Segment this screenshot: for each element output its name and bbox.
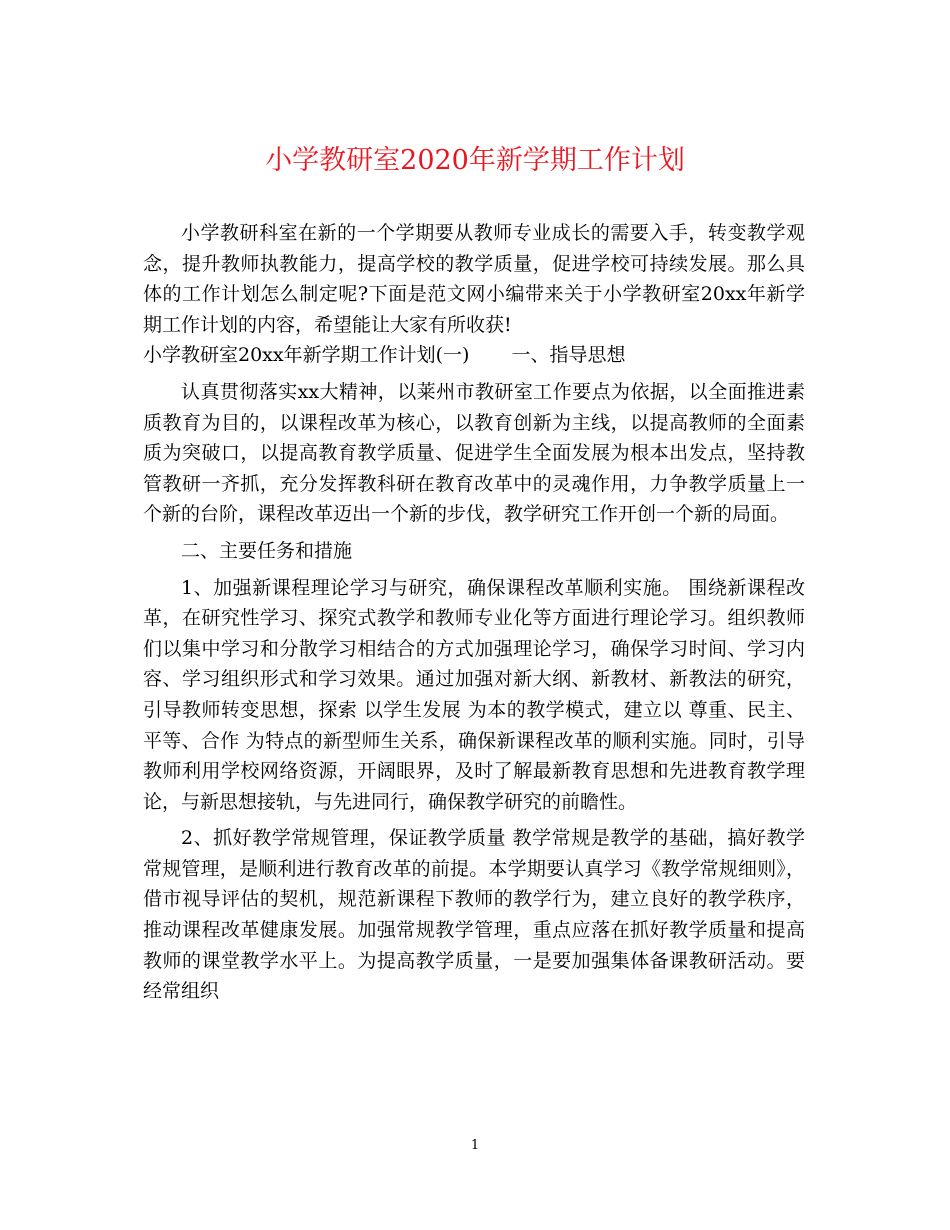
document-body <box>143 218 805 1007</box>
section2-heading: 二、主要任务和措施 <box>181 539 353 562</box>
section1-paragraph: 认真贯彻落实xx大精神，以莱州市教研室工作要点为依据，以全面推进素质教育为目的，以课程改革为核心，以教育创新为主线，以提高教师的全面素质为突破口，以提高教育教学质量、促进学生全面发展为根本出发点，坚持教管教研一齐抓，充分发挥教科研在教育改革中的灵魂作用，力争教学质量上一个新的台阶，课程改革迈出一个新的步伐，教学研究工作开创一个新的局面。 <box>143 380 805 526</box>
section1-heading: 一、指导思想 <box>511 344 626 367</box>
item1-paragraph: 1、加强新课程理论学习与研究，确保课程改革顺利实施。 围绕新课程改革，在研究性学习、探究式教学和教师专业化等方面进行理论学习。组织教师们以集中学习和分散学习相结合的方式加强理论学习，确保学习时间、学习内容、学习组织形式和学习效果。通过加强对新大纲、新教材、新教法的研究，引导教师转变思想，探索 以学生发展 为本的教学模式，建立以 尊重、民主、平等、合作 为特点的新型师生关系，确保新课程改革的顺利实施。同时，引导教师利用学校网络资源，开阔眼界，及时了解最新教育思想和先进教育教学理论，与新思想接轨，与先进同行，确保教学研究的前瞻性。 <box>143 576 805 813</box>
intro-paragraph: 小学教研科室在新的一个学期要从教师专业成长的需要入手，转变教学观念，提升教师执教能力，提高学校的教学质量，促进学校可持续发展。那么具体的工作计划怎么制定呢?下面是范文网小编带来关于小学教研室20xx年新学期工作计划的内容，希望能让大家有所收获! <box>143 222 805 336</box>
document-title: 小学教研室2020年新学期工作计划 <box>265 145 685 176</box>
item2-paragraph: 2、抓好教学常规管理，保证教学质量 教学常规是教学的基础，搞好教学常规管理，是顺利进行教育改革的前提。本学期要认真学习《教学常规细则》，借市视导评估的契机，规范新课程下教师的教学行为，建立良好的教学秩序，推动课程改革健康发展。加强常规教学管理，重点应落在抓好教学质量和提高教师的课堂教学水平上。为提高教学质量，一是要加强集体备课教研活动。要经常组织 <box>143 827 805 1003</box>
plan-heading: 小学教研室20xx年新学期工作计划(一) <box>143 344 470 367</box>
page-number: 1 <box>470 1138 480 1153</box>
plan-heading-line <box>143 340 805 371</box>
